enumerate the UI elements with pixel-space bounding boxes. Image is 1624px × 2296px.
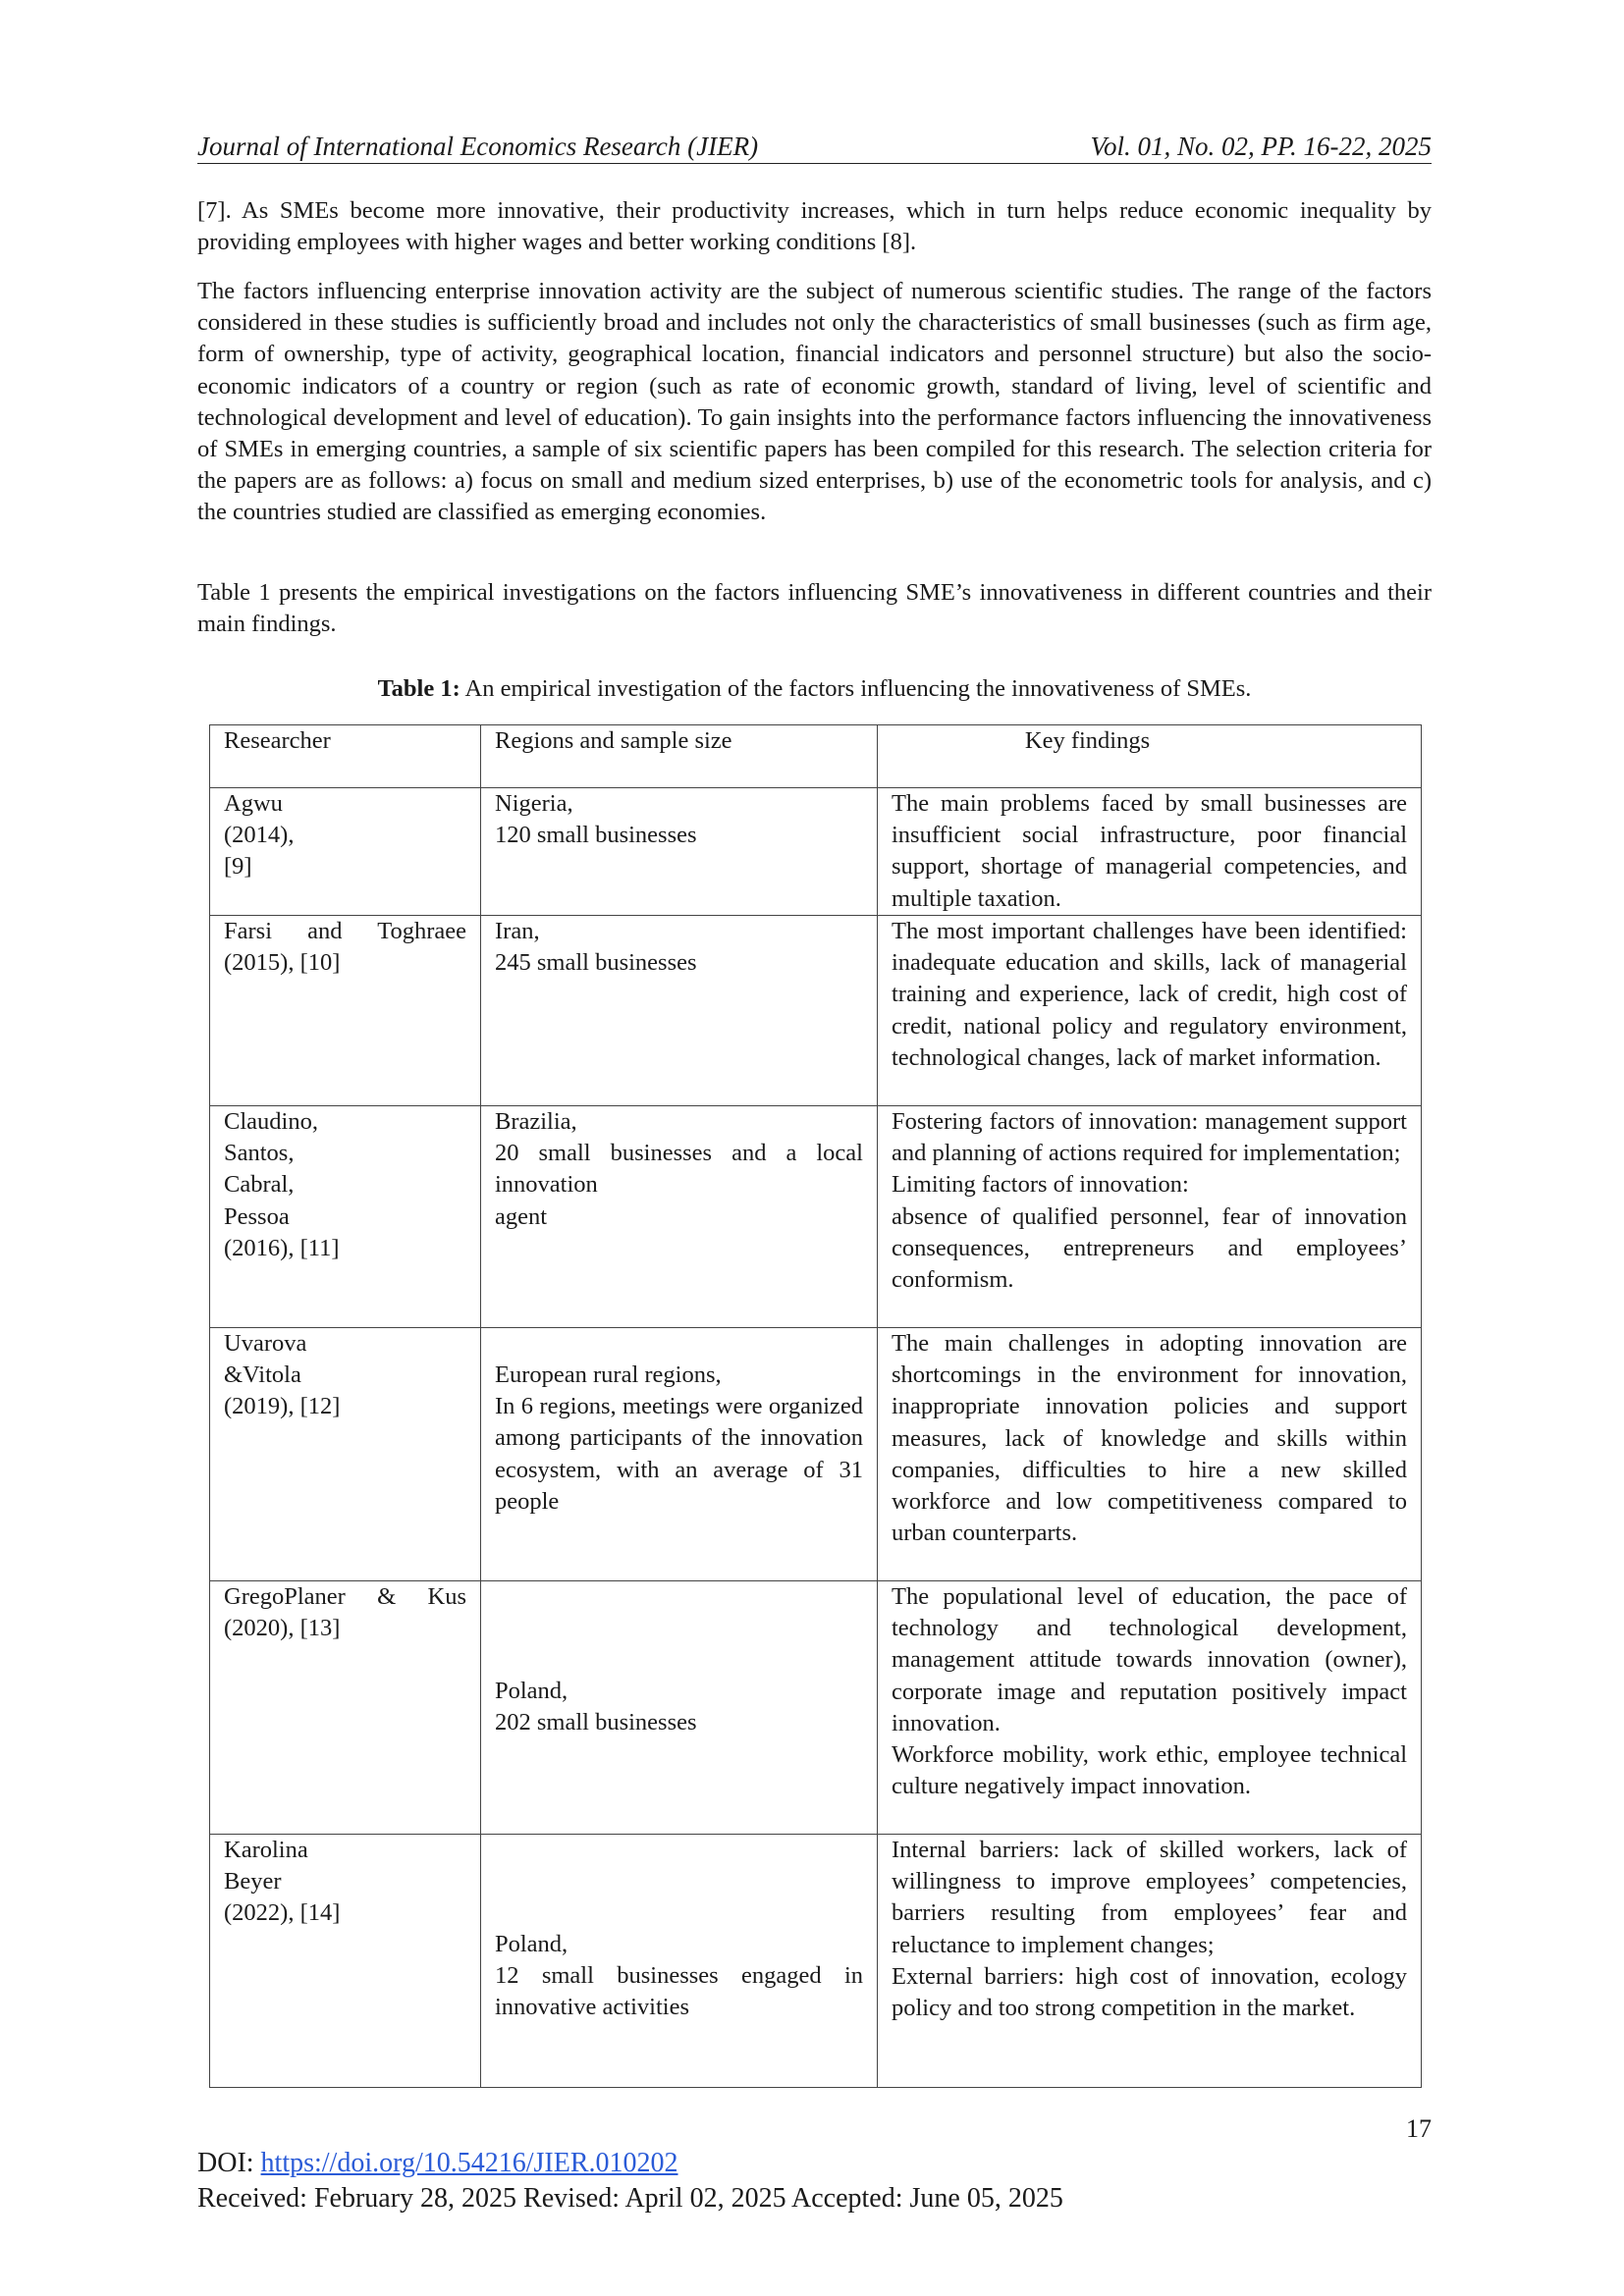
table-row: [210, 916, 1422, 1106]
cell-line: 245 small businesses: [495, 949, 697, 977]
cell-regions: [481, 1835, 878, 2088]
cell-line: Claudino,: [224, 1108, 318, 1135]
page-footer: [197, 2146, 1063, 2216]
cell-findings: [878, 1835, 1422, 2088]
cell-line: Agwu: [224, 790, 283, 817]
cell-findings: [878, 1581, 1422, 1835]
cell-line: Uvarova: [224, 1330, 307, 1357]
cell-line: (2014),: [224, 822, 295, 849]
cell-line: Pessoa: [224, 1202, 290, 1230]
table-row: [210, 1835, 1422, 2088]
table-caption-label: Table 1:: [377, 675, 460, 702]
header-regions: Regions and sample size: [481, 725, 878, 788]
cell-line: agent: [495, 1202, 548, 1230]
running-header: [197, 130, 1432, 164]
doi-line: [197, 2146, 1063, 2181]
cell-researcher: [210, 916, 481, 1106]
cell-line: (2019), [12]: [224, 1393, 341, 1420]
cell-researcher: [210, 1835, 481, 2088]
cell-regions: [481, 1328, 878, 1581]
cell-line: Nigeria,: [495, 790, 573, 817]
cell-regions: [481, 1581, 878, 1835]
table-row: [210, 788, 1422, 916]
cell-regions: [481, 788, 878, 916]
table-caption-text: An empirical investigation of the factors influencing the innovativeness of SMEs.: [460, 675, 1252, 702]
cell-line: Santos,: [224, 1140, 295, 1167]
cell-line: absence of qualified personnel, fear of innovation consequences, entrepreneurs and employees’ conformism.: [892, 1202, 1407, 1294]
cell-line: GregoPlaner & Kus (2020), [13]: [224, 1583, 466, 1642]
page-number: 17: [1406, 2114, 1432, 2143]
cell-line: The main challenges in adopting innovation are shortcomings in the environment for innovation, inappropriate innovation policies and support measures, lack of knowledge and skills within companies, difficulties to hire a new skilled workforce and low competitiveness compared to urban counterparts.: [892, 1330, 1407, 1547]
cell-line: Poland,: [495, 1678, 568, 1704]
cell-line: [9]: [224, 853, 252, 881]
cell-line: 12 small businesses engaged in innovative activities: [495, 1962, 863, 2021]
cell-line: The populational level of education, the pace of technology and technological development, management attitude towards innovation (owner), corporate image and reputation positively impact innovation.: [892, 1583, 1407, 1736]
cell-researcher: [210, 1106, 481, 1328]
journal-name: Journal of International Economics Research (JIER): [197, 132, 759, 161]
cell-findings: [878, 1328, 1422, 1581]
cell-findings: [878, 1106, 1422, 1328]
cell-line: External barriers: high cost of innovation, ecology policy and too strong competition in the market.: [892, 1962, 1407, 2022]
cell-line: Beyer: [224, 1868, 282, 1896]
submission-dates: Received: February 28, 2025 Revised: April 02, 2025 Accepted: June 05, 2025: [197, 2183, 1063, 2214]
header-researcher: Researcher: [210, 725, 481, 788]
cell-regions: [481, 1106, 878, 1328]
cell-line: 202 small businesses: [495, 1709, 697, 1736]
cell-line: 120 small businesses: [495, 822, 697, 849]
cell-researcher: [210, 1581, 481, 1835]
table-caption: [197, 673, 1432, 705]
body-paragraph-2: The factors influencing enterprise innovation activity are the subject of numerous scientific studies. The range of the factors considered in these studies is sufficiently broad and includes not only the characteristics of small businesses (such as firm age, form of ownership, type of activity, geographical location, financial indicators and personnel structure) but also the socio-economic indicators of a country or region (such as rate of economic growth, standard of living, level of scientific and technological development and level of education). To gain insights into the performance factors influencing the innovativeness of SMEs in emerging countries, a sample of six scientific papers has been compiled for this research. The selection criteria for the papers are as follows: a) focus on small and medium sized enterprises, b) use of the econometric tools for analysis, and c) the countries studied are classified as emerging economies.: [197, 278, 1432, 526]
cell-line: Workforce mobility, work ethic, employee technical culture negatively impact innovation.: [892, 1741, 1407, 1800]
cell-regions: [481, 916, 878, 1106]
cell-findings: [878, 788, 1422, 916]
cell-line: (2016), [11]: [224, 1234, 340, 1261]
table-header-row: [210, 725, 1422, 788]
cell-line: Karolina: [224, 1837, 308, 1863]
table-row: [210, 1328, 1422, 1581]
cell-line: Fostering factors of innovation: management support and planning of actions required for implementation;: [892, 1108, 1407, 1167]
cell-line: Cabral,: [224, 1171, 295, 1199]
cell-line: 20 small businesses and a local innovation: [495, 1140, 863, 1199]
cell-researcher: [210, 788, 481, 916]
cell-line: Brazilia,: [495, 1108, 577, 1135]
cell-line: European rural regions,: [495, 1362, 722, 1388]
cell-line: The most important challenges have been identified: inadequate education and skills, lack of managerial training and experience, lack of credit, high cost of credit, national policy and regulatory environment, technological changes, lack of market information.: [892, 918, 1407, 1071]
cell-line: The main problems faced by small businesses are insufficient social infrastructure, poor financial support, shortage of managerial competencies, and multiple taxation.: [892, 790, 1407, 912]
cell-line: Limiting factors of innovation:: [892, 1171, 1189, 1199]
cell-findings: [878, 916, 1422, 1106]
body-paragraph-1: [7]. As SMEs become more innovative, their productivity increases, which in turn helps reduce economic inequality by providing employees with higher wages and better working conditions [8].: [197, 197, 1432, 256]
cell-line: &Vitola: [224, 1362, 301, 1389]
cell-researcher: [210, 1328, 481, 1581]
cell-line: Iran,: [495, 918, 540, 944]
table-row: [210, 1581, 1422, 1835]
cell-line: (2022), [14]: [224, 1899, 341, 1927]
cell-line: In 6 regions, meetings were organized among participants of the innovation ecosystem, with an average of 31 people: [495, 1393, 863, 1515]
cell-line: Internal barriers: lack of skilled workers, lack of willingness to improve employees’ competencies, barriers resulting from employees’ fear and reluctance to implement changes;: [892, 1837, 1407, 1958]
header-key-findings: Key findings: [878, 725, 1422, 788]
doi-label: DOI:: [197, 2148, 261, 2178]
cell-line: Poland,: [495, 1931, 568, 1957]
volume-info: Vol. 01, No. 02, PP. 16-22, 2025: [1090, 132, 1432, 161]
cell-line: Farsi and Toghraee (2015), [10]: [224, 918, 466, 977]
doi-link[interactable]: https://doi.org/10.54216/JIER.010202: [260, 2148, 678, 2178]
findings-table: [209, 724, 1422, 2088]
table-row: [210, 1106, 1422, 1328]
body-paragraph-3: Table 1 presents the empirical investigations on the factors influencing SME’s innovativeness in different countries and their main findings.: [197, 579, 1432, 638]
